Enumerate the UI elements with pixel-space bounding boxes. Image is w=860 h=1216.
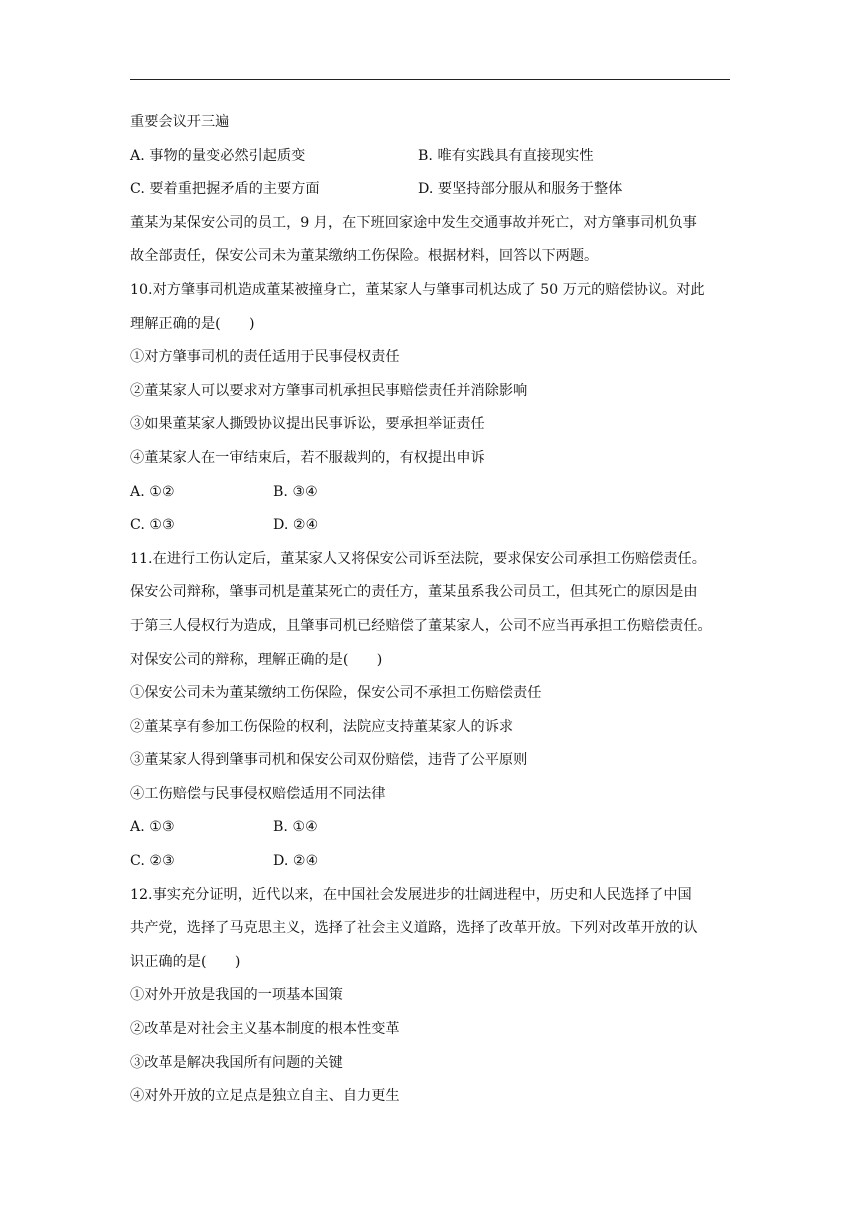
option-d: D. 要坚持部分服从和服务于整体 [418, 181, 623, 198]
question-11 [130, 543, 730, 879]
question-12-stem-line: 12.事实充分证明，近代以来，在中国社会发展进步的壮阔进程中，历史和人民选择了中国 [130, 886, 692, 903]
question-9-tail [130, 106, 730, 207]
statement-3: ③改革是解决我国所有问题的关键 [130, 1054, 343, 1071]
option-a: A. ①③ [130, 819, 175, 836]
header-rule [130, 79, 730, 80]
statement-2: ②董某家人可以要求对方肇事司机承担民事赔偿责任并消除影响 [130, 382, 528, 399]
statement-4: ④对外开放的立足点是独立自主、自力更生 [130, 1088, 400, 1105]
option-c: C. ②③ [130, 853, 175, 870]
option-b: B. ③④ [273, 483, 318, 500]
option-b: B. 唯有实践具有直接现实性 [418, 147, 594, 164]
material-line: 董某为某保安公司的员工，9 月，在下班回家途中发生交通事故并死亡，对方肇事司机负事 [130, 214, 697, 231]
question-11-stem-line: 11.在进行工伤认定后，董某家人又将保安公司诉至法院，要求保安公司承担工伤赔偿责任。 [130, 550, 706, 567]
document-body [130, 106, 730, 1114]
statement-1: ①对方肇事司机的责任适用于民事侵权责任 [130, 349, 400, 366]
question-9-stem-end: 重要会议开三遍 [130, 114, 230, 130]
option-b: B. ①④ [273, 819, 318, 836]
option-d: D. ②④ [273, 517, 319, 534]
question-12-stem-line: 共产党，选择了马克思主义，选择了社会主义道路，选择了改革开放。下列对改革开放的认 [130, 920, 698, 937]
question-10-options-row-2 [130, 509, 730, 543]
question-9-options-row-1 [130, 140, 730, 174]
statement-3: ③董某家人得到肇事司机和保安公司双份赔偿，违背了公平原则 [130, 752, 528, 769]
question-12 [130, 879, 730, 1114]
question-11-options-row-1 [130, 811, 730, 845]
statement-2: ②改革是对社会主义基本制度的根本性变革 [130, 1021, 400, 1038]
statement-4: ④董某家人在一审结束后，若不服裁判的，有权提出申诉 [130, 449, 485, 466]
question-10-options-row-1 [130, 476, 730, 510]
question-10-stem-line: 10.对方肇事司机造成董某被撞身亡，董某家人与肇事司机达成了 50 万元的赔偿协议。对此 [130, 281, 705, 298]
question-11-options-row-2 [130, 845, 730, 879]
question-9-options-row-2 [130, 173, 730, 207]
statement-4: ④工伤赔偿与民事侵权赔偿适用不同法律 [130, 785, 386, 802]
question-10 [130, 274, 730, 543]
option-c: C. ①③ [130, 517, 175, 534]
option-c: C. 要着重把握矛盾的主要方面 [130, 181, 320, 198]
option-a: A. ①② [130, 483, 175, 500]
question-10-stem-line: 理解正确的是( ) [130, 315, 255, 332]
question-11-stem-line: 于第三人侵权行为造成，且肇事司机已经赔偿了董某家人，公司不应当再承担工伤赔偿责任。 [130, 617, 712, 634]
statement-2: ②董某享有参加工伤保险的权利，法院应支持董某家人的诉求 [130, 718, 514, 735]
statement-1: ①对外开放是我国的一项基本国策 [130, 987, 343, 1004]
option-d: D. ②④ [273, 853, 319, 870]
statement-1: ①保安公司未为董某缴纳工伤保险，保安公司不承担工伤赔偿责任 [130, 685, 542, 702]
material-line: 故全部责任，保安公司未为董某缴纳工伤保险。根据材料，回答以下两题。 [130, 248, 599, 265]
option-a: A. 事物的量变必然引起质变 [130, 147, 306, 164]
question-11-stem-line: 保安公司辩称，肇事司机是董某死亡的责任方，董某虽系我公司员工，但其死亡的原因是由 [130, 584, 698, 601]
question-11-stem-line: 对保安公司的辩称，理解正确的是( ) [130, 651, 383, 668]
statement-3: ③如果董某家人撕毁协议提出民事诉讼，要承担举证责任 [130, 416, 485, 433]
material-passage [130, 207, 730, 274]
question-12-stem-line: 识正确的是( ) [130, 953, 241, 970]
